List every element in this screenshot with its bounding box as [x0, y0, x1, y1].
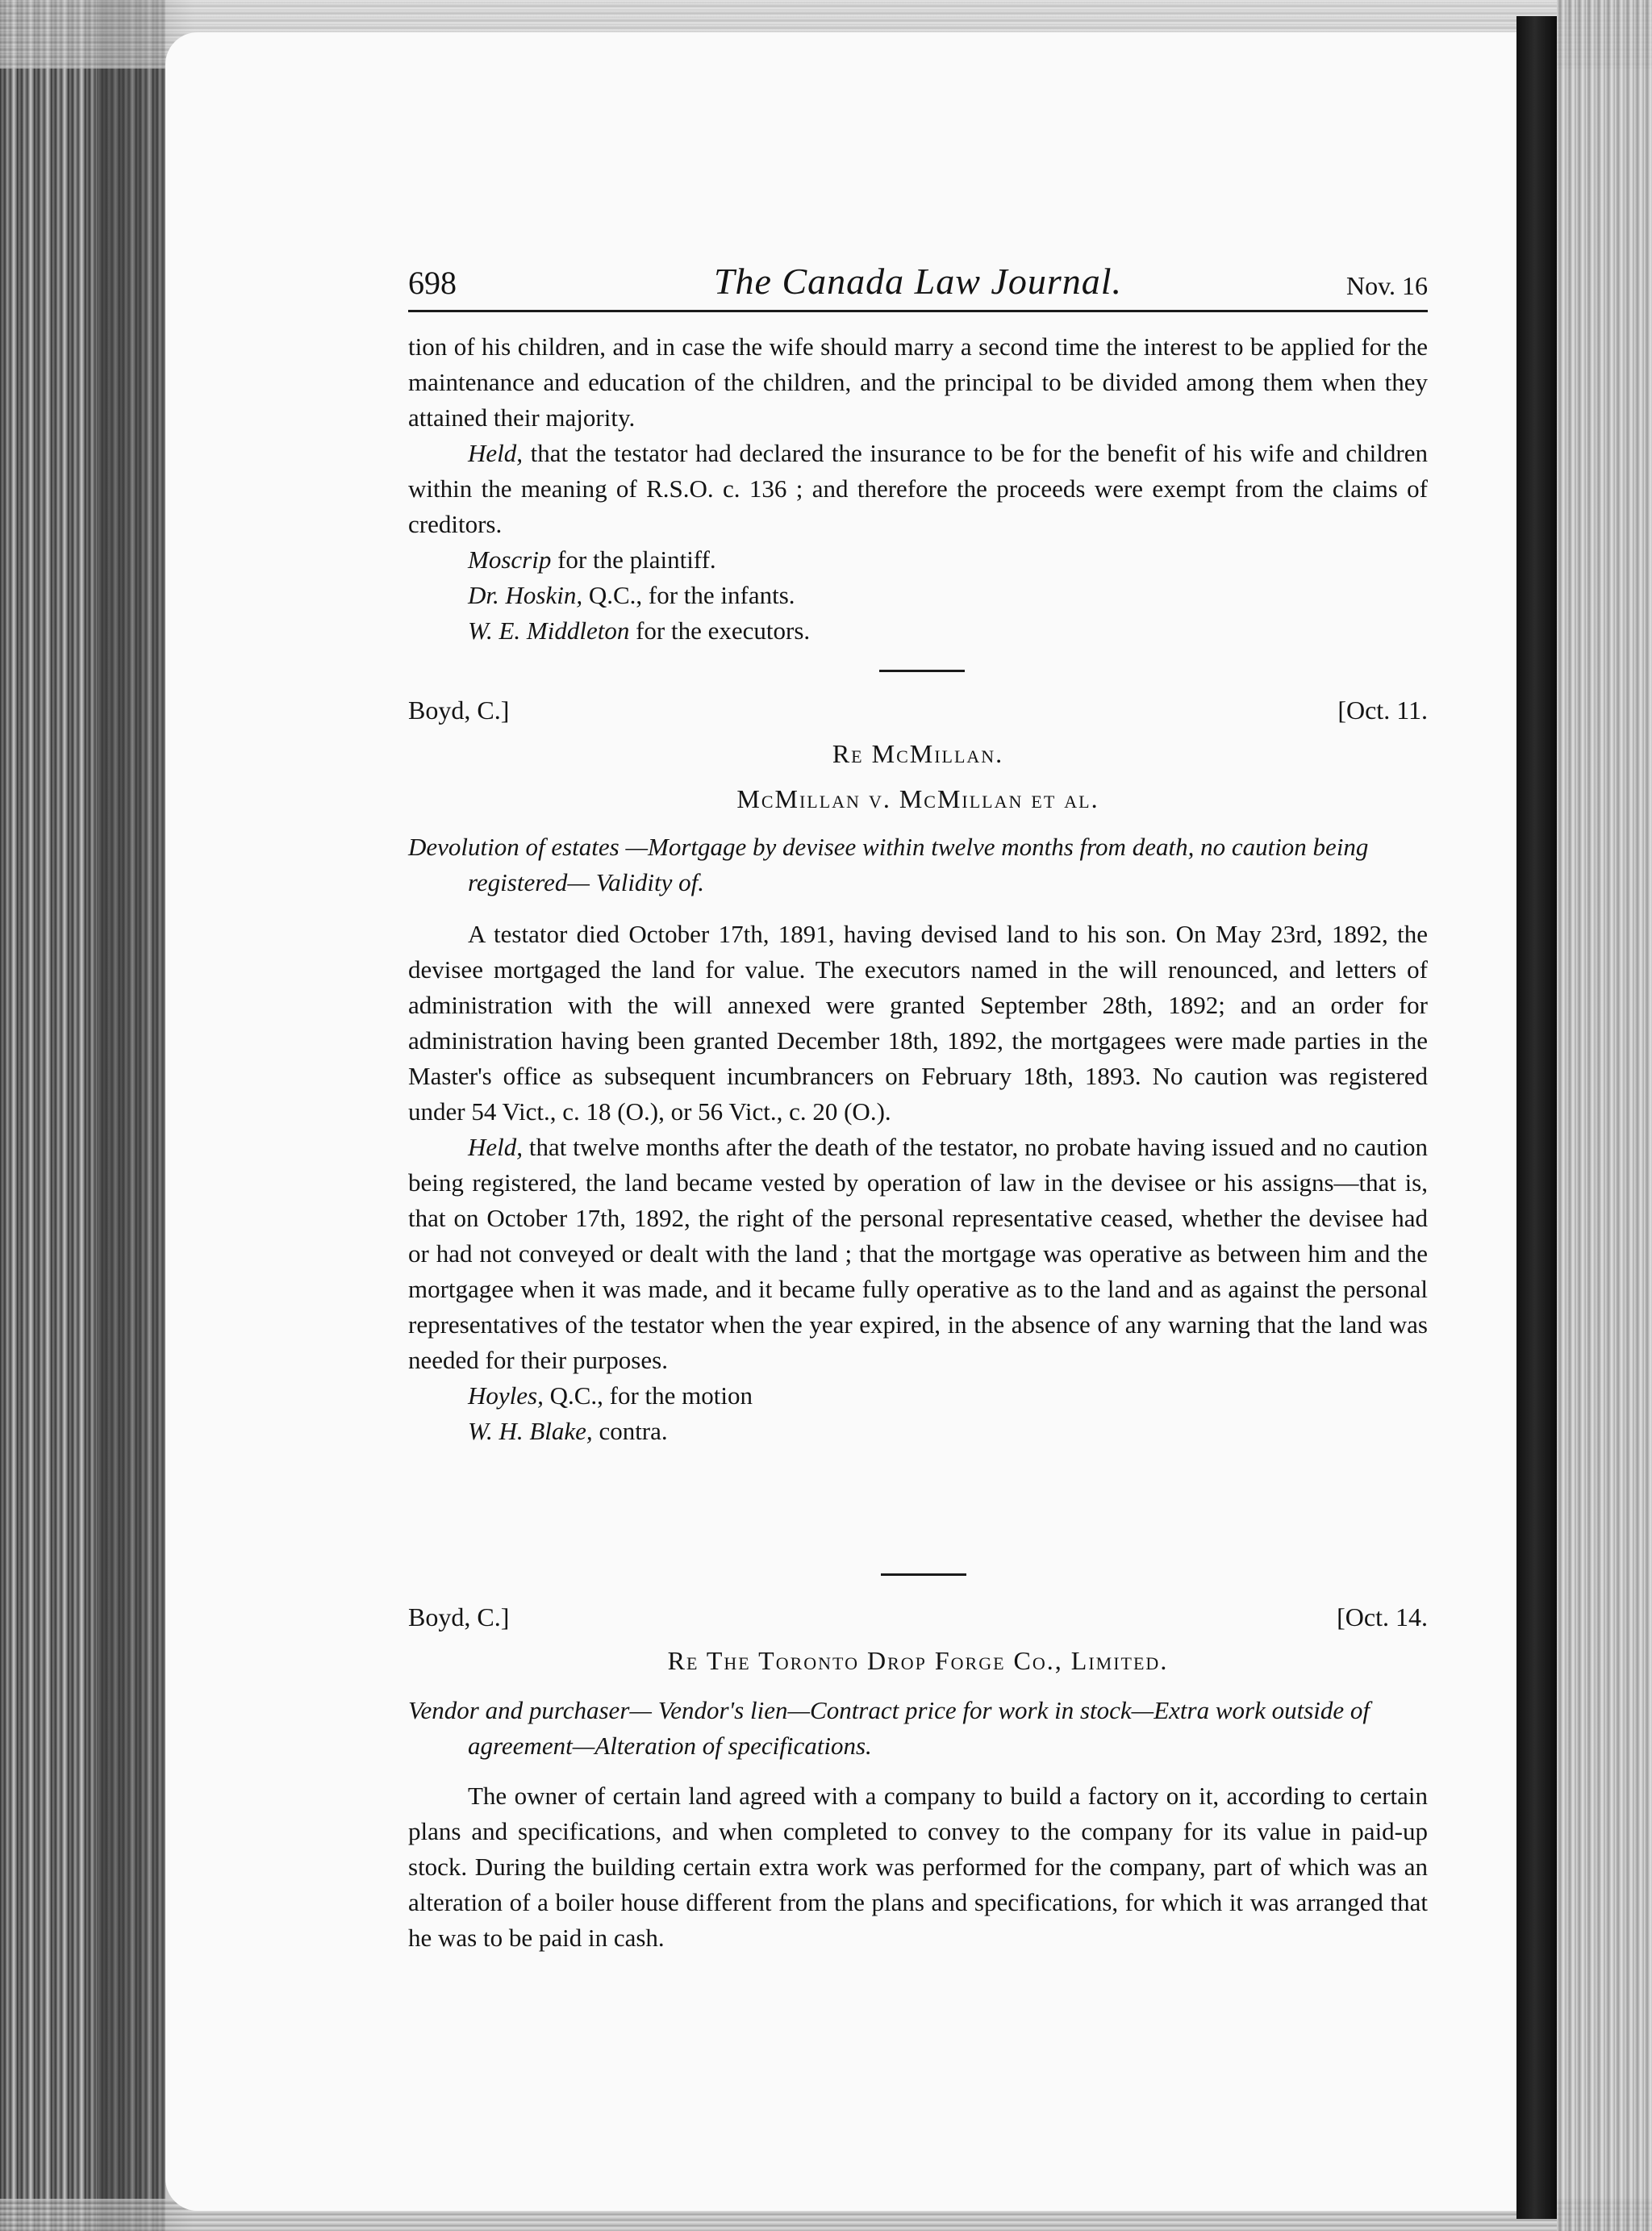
decision-date: [Oct. 11.: [1337, 696, 1428, 725]
judge: Boyd, C.]: [408, 696, 510, 725]
decision-date: [Oct. 14.: [1337, 1602, 1428, 1631]
section-separator: [881, 1573, 966, 1576]
counsel-role: for the plaintiff.: [551, 545, 716, 574]
page-number: 698: [408, 265, 457, 301]
held-label: Held,: [468, 1133, 524, 1161]
case2-title: Re McMillan.: [832, 739, 1004, 768]
judge: Boyd, C.]: [408, 1602, 510, 1631]
case2-parties: McMillan v. McMillan et al.: [736, 784, 1099, 813]
case2-headnote: Devolution of estates —Mortgage by devisee within twelve months from death, no caution being registered— Validity of.: [408, 833, 1369, 896]
counsel-role: Q.C., for the infants.: [582, 581, 795, 609]
running-head: [408, 263, 1428, 311]
scan-right-edge: [1557, 0, 1652, 2231]
counsel-line: [408, 542, 1428, 578]
case3-title: Re The Toronto Drop Forge Co., Limited.: [667, 1646, 1169, 1675]
header-rule: [408, 310, 1428, 312]
counsel-line: [408, 613, 1428, 649]
counsel-name: Hoyles,: [468, 1381, 544, 1410]
issue-date: Nov. 16: [1345, 271, 1428, 300]
counsel-line: [408, 1414, 1428, 1449]
case3-court-line: [408, 1599, 1428, 1635]
counsel-line: [408, 1378, 1428, 1414]
counsel-name: W. E. Middleton: [468, 616, 630, 645]
case1-body: [408, 329, 1428, 649]
counsel-line: [408, 578, 1428, 613]
held-label: Held,: [468, 439, 524, 467]
case2-body: [408, 917, 1428, 1449]
case2-held: [408, 1130, 1428, 1378]
case2-facts: A testator died October 17th, 1891, having devised land to his son. On May 23rd, 1892, the devisee mortgaged the land for value. The executors named in the will renounced, and letters of administration with the will annexed were granted September 28th, 1892; and an order for administration having been granted December 18th, 1892, the mortgagees were made parties in the Master's office as subsequent incumbrancers on February 18th, 1893. No caution was registered under 54 Vict., c. 18 (O.), or 56 Vict., c. 20 (O.).: [408, 920, 1428, 1126]
case1-held: [408, 436, 1428, 542]
book-binding: [1516, 16, 1557, 2219]
case3-facts: The owner of certain land agreed with a company to build a factory on it, according to certain plans and specifications, and when completed to convey to the company for its value in paid-up stock. During the building certain extra work was performed for the company, part of which was an alteration of a boiler house different from the plans and specifications, for which it was arranged that he was to be paid in cash.: [408, 1782, 1428, 1952]
counsel-role: Q.C., for the motion: [543, 1381, 753, 1410]
counsel-role: contra.: [592, 1417, 668, 1445]
case3-body: [408, 1778, 1428, 1956]
counsel-name: W. H. Blake,: [468, 1417, 593, 1445]
counsel-name: Moscrip: [468, 545, 552, 574]
case1-paragraph: tion of his children, and in case the wife should marry a second time the interest to be applied for the maintenance and education of the children, and the principal to be divided among them when they attained their majority.: [408, 332, 1428, 432]
counsel-name: Dr. Hoskin,: [468, 581, 583, 609]
case3-headnote: Vendor and purchaser— Vendor's lien—Contract price for work in stock—Extra work outside of agreement—Alteration of specifications.: [408, 1696, 1370, 1760]
case2-court-line: [408, 692, 1428, 728]
held-text: that the testator had declared the insurance to be for the benefit of his wife and children within the meaning of R.S.O. c. 136 ; and therefore the proceeds were exempt from the claims of creditors.: [408, 439, 1428, 538]
journal-title: The Canada Law Journal.: [713, 261, 1123, 302]
section-separator: [879, 670, 965, 672]
held-text: that twelve months after the death of the testator, no probate having issued and no caution being registered, the land became vested by operation of law in the devisee or his assigns—that is, that on October 17th, 1892, the right of the personal representative ceased, whether the devisee had or had not conveyed or dealt with the land ; that the mortgage was operative as between him and the mortgagee when it was made, and it became fully operative as to the land and as against the personal representatives of the testator when the year expired, in the absence of any warning that the land was needed for their purposes.: [408, 1133, 1428, 1374]
counsel-role: for the executors.: [629, 616, 811, 645]
